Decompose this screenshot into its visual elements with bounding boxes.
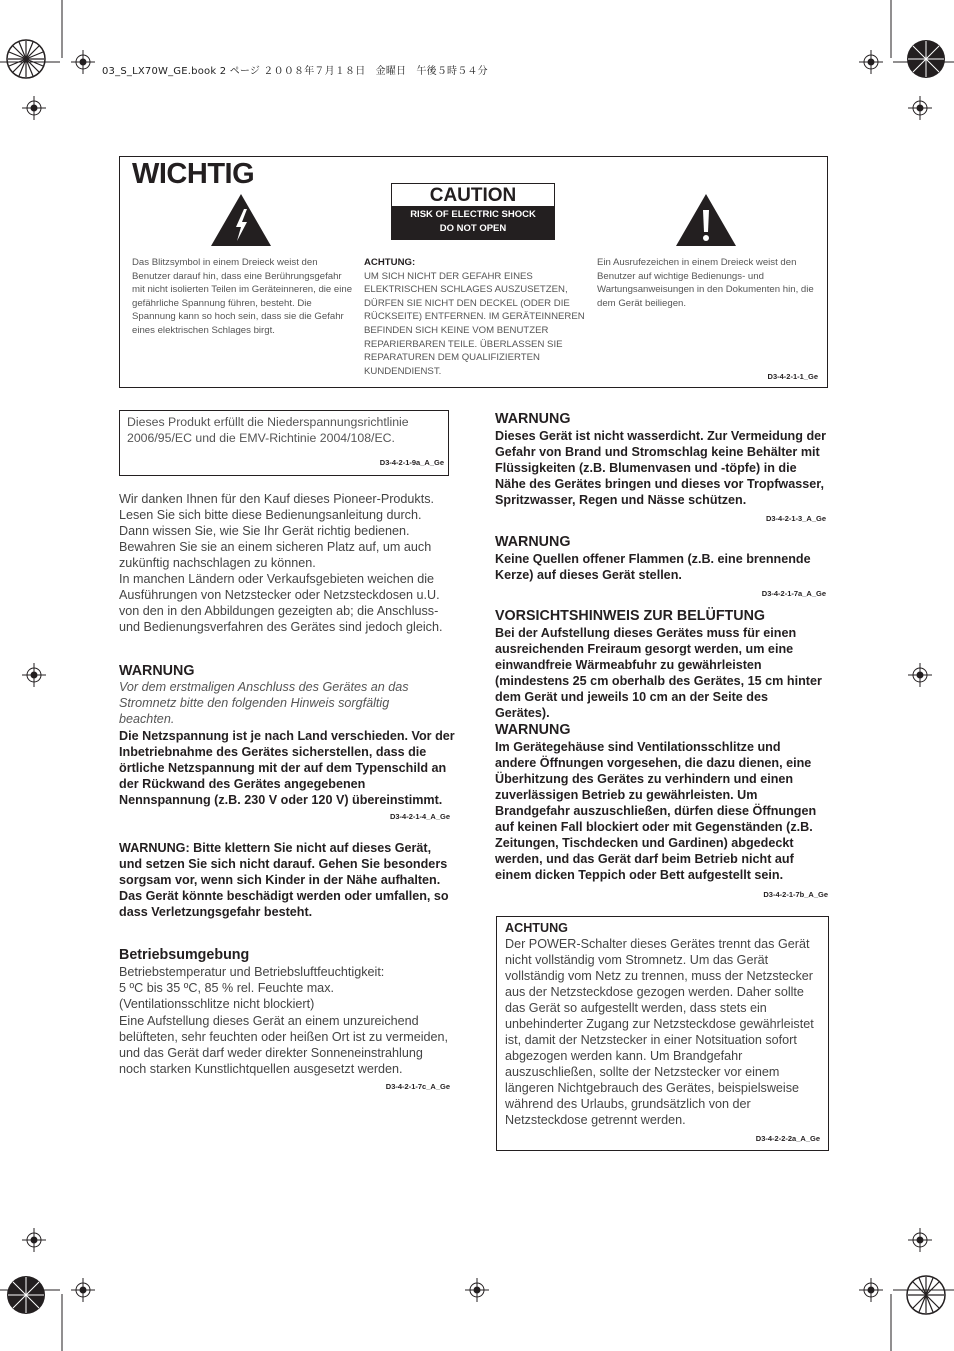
directive-text: Dieses Produkt erfüllt die Niederspannungsrichtlinie 2006/95/EC und die EMV-Richtinie 2004/108/EC. [127, 415, 409, 445]
exclamation-warning-icon [674, 192, 738, 248]
power-switch-text: Der POWER-Schalter dieses Gerätes trennt das Gerät nicht vollständig vom Stromnetz. Um das Gerät vollständig vom Netz zu trennen, muss der Netzstecker aus der Netzsteckdose gezogen werden. Daher sollte das Gerät so aufgestellt werden, dass stets ein unbehinderter Zugang zur Netzsteckdose gewährleistet ist, damit der Netzstecker in einer Notsituation sofort abgezogen werden kann. Um Brandgefahr auszuschließen, sollte der Netzstecker vor einem längeren Nichtgebrauch des Gerätes, beispielsweise während des Urlaubs, grundsätzlich von der Netzsteckdose getrennt werden. [505, 937, 814, 1127]
directive-code: D3-4-2-1-9a_A_Ge [379, 458, 444, 467]
environment-heading: Betriebsumgebung [119, 947, 250, 963]
achtung-cover-text: UM SICH NICHT DER GEFAHR EINES ELEKTRISCHEN SCHLAGES AUSZUSETZEN, DÜRFEN SIE NICHT DEN DECKEL (ODER DIE RÜCKSEITE) ENTFERNEN. IM GERÄTEINNEREN BEFINDEN SICH KEINE VOM BENUTZER REPARIERBAREN TEILE. ÜBERLASSEN SIE REPARATUREN DEM QUALIFIZIERTEN KUNDENDIENST. [364, 270, 585, 377]
environment-line-3: (Ventilationsschlitze nicht blockiert) [119, 997, 315, 1011]
caution-subtitle [392, 206, 554, 239]
voltage-warning-code: D3-4-2-1-4_A_Ge [389, 812, 450, 821]
wichtig-code: D3-4-2-1-1_Ge [767, 372, 818, 381]
caution-line-2: DO NOT OPEN [439, 223, 507, 234]
ventilation-heading: VORSICHTSHINWEIS ZUR BELÜFTUNG [495, 608, 766, 624]
caution-label [391, 183, 555, 240]
flame-warning-heading: WARNUNG [495, 534, 571, 550]
flame-warning-code: D3-4-2-1-7a_A_Ge [761, 589, 826, 598]
environment-line-2: 5 ºC bis 35 ºC, 85 % rel. Feuchte max. [119, 981, 334, 995]
environment-text: Eine Aufstellung dieses Gerät an einem unzureichend belüfteten, sehr feuchten oder heißen Ort ist zu vermeiden, und das Gerät darf weder direkter Sonneneinstrahlung noch starken Kunstlichtquellen ausgesetzt werden. [119, 1014, 449, 1076]
wichtig-title: WICHTIG [132, 158, 255, 190]
caution-line-1: RISK OF ELECTRIC SHOCK [410, 209, 536, 220]
achtung-cover-heading: ACHTUNG: [364, 257, 416, 268]
openings-warning-heading: WARNUNG [495, 722, 571, 738]
environment-line-1: Betriebstemperatur und Betriebsluftfeuchtigkeit: [119, 965, 385, 979]
achtung-cover-notice [364, 256, 586, 378]
openings-warning-text: Im Gerätegehäuse sind Ventilationsschlitze und andere Öffnungen vorgesehen, die dazu dienen, eine Überhitzung des Gerätes zu verhindern und einen zuverlässigen Betrieb zu gewährleisten. Um Brandgefahr auszuschließen, dürfen diese Öffnungen auf keinen Fall blockiert oder mit Gegenständen (z.B. Zeitungen, Tischdecken und Gardinen) abgedeckt werden, und das Gerät darf beim Betrieb nicht auf einem dicken Teppich oder Bett aufgestellt sein. [495, 740, 817, 882]
plug-paragraph: In manchen Ländern oder Verkaufsgebieten weichen die Ausführungen von Netzstecker oder Netzsteckdosen u.U. von den in den Abbildungen gezeigten ab; die Anschluss- und Bedienungsverfahren des Gerätes sind jedoch gleich. [119, 572, 443, 634]
openings-warning-code: D3-4-2-1-7b_A_Ge [763, 890, 828, 899]
lightning-warning-icon [209, 192, 273, 248]
water-warning-code: D3-4-2-1-3_A_Ge [765, 514, 826, 523]
caution-title: CAUTION [429, 185, 517, 206]
ventilation-text: Bei der Aufstellung dieses Gerätes muss für einen ausreichenden Freiraum gesorgt werden, um eine einwandfreie Wärmeabfuhr zu gewährleisten (mindestens 25 cm oberhalb des Gerätes, 15 cm hinter dem Gerät und jeweils 10 cm an der Seite des Gerätes). [495, 626, 822, 720]
power-switch-heading: ACHTUNG [505, 921, 568, 935]
exclamation-description: Ein Ausrufezeichen in einem Dreieck weist den Benutzer auf wichtige Bedienungs- und Wartungsanweisungen in den Dokumenten hin, die dem Gerät beiliegen. [597, 257, 814, 309]
water-warning-text: Dieses Gerät ist nicht wasserdicht. Zur Vermeidung der Gefahr von Brand und Stromschlag keine Behälter mit Flüssigkeiten (z.B. Blumenvasen und -töpfe) in die Nähe des Gerätes bringen und dieses vor Tropfwasser, Spritzwasser, Regen und Nässe schützen. [495, 429, 827, 507]
voltage-warning-text: Die Netzspannung ist je nach Land verschieden. Vor der Inbetriebnahme des Gerätes sicherstellen, dass die örtliche Netzspannung mit der auf dem Typenschild an der Rückwand des Gerätes angegebenen Nennspannung (z.B. 230 V oder 120 V) übereinstimmt. [119, 729, 455, 807]
voltage-warning-intro: Vor dem erstmaligen Anschluss des Gerätes an das Stromnetz bitte den folgenden Hinweis sorgfältig beachten. [119, 680, 409, 726]
flame-warning-text: Keine Quellen offener Flammen (z.B. eine brennende Kerze) auf dieses Gerät stellen. [495, 552, 811, 582]
water-warning-heading: WARNUNG [495, 411, 571, 427]
environment-code: D3-4-2-1-7c_A_Ge [385, 1082, 450, 1091]
power-switch-code: D3-4-2-2-2a_A_Ge [755, 1134, 820, 1143]
voltage-warning-heading: WARNUNG [119, 663, 195, 679]
climb-warning: WARNUNG: Bitte klettern Sie nicht auf dieses Gerät, und setzen Sie sich nicht darauf. Gehen Sie besonders sorgsam vor, wenn sich Kinder in der Nähe aufhalten. Das Gerät könnte beschädigt werden oder umfallen, so dass Verletzungsgefahr besteht. [119, 841, 449, 919]
file-info-header: 03_S_LX70W_GE.book 2 ページ ２００８年７月１８日 金曜日 午後５時５４分 [102, 66, 488, 77]
lightning-description: Das Blitzsymbol in einem Dreieck weist den Benutzer darauf hin, dass eine Berührungsgefahr mit nicht isolierten Teilen im Geräteinneren, die eine gefährliche Spannung führen, besteht. Die Spannung kann so hoch sein, dass sie die Gefahr eines elektrischen Schlages birgt. [132, 257, 353, 336]
intro-paragraph: Wir danken Ihnen für den Kauf dieses Pioneer-Produkts. Lesen Sie sich bitte diese Bedienungsanleitung durch. Dann wissen Sie, wie Sie Ihr Gerät richtig bedienen. Bewahren Sie sie an einem sicheren Platz auf, um auch zukünftig nachschlagen zu können. [119, 492, 435, 570]
